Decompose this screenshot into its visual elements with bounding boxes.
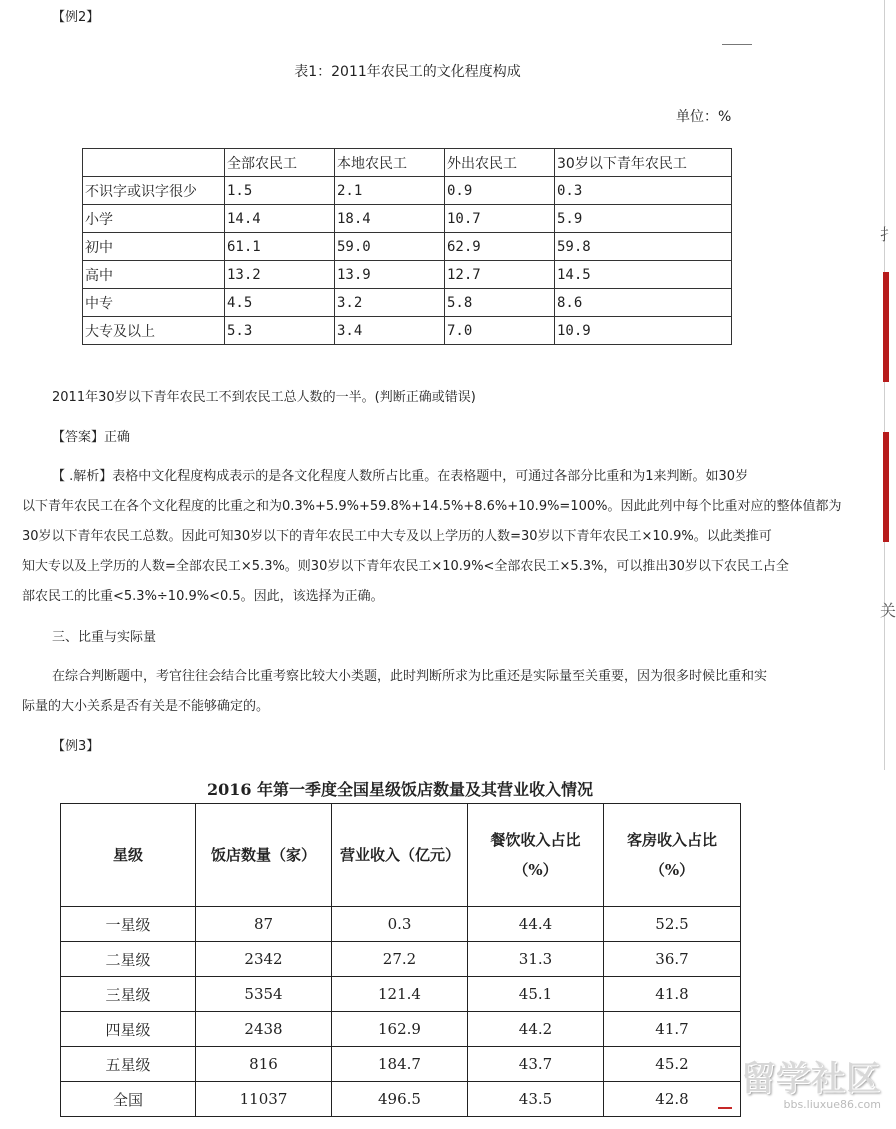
table2-cell: 11037 — [196, 1082, 332, 1117]
table2-cell: 5354 — [196, 977, 332, 1012]
table2-row-label: 全国 — [61, 1082, 196, 1117]
table-row — [61, 907, 741, 942]
table1-row-label: 初中 — [83, 233, 225, 261]
table2-header-cell: 星级 — [61, 804, 196, 907]
table1-cell: 0.3 — [555, 177, 732, 205]
table1-cell: 1.5 — [225, 177, 335, 205]
table1-cell: 3.4 — [335, 317, 445, 345]
table2-cell: 52.5 — [604, 907, 741, 942]
table1-cell: 4.5 — [225, 289, 335, 317]
table2-cell: 42.8 — [604, 1082, 741, 1117]
analysis-line: 部农民工的比重<5.3%÷10.9%<0.5。因此，该选择为正确。 — [22, 589, 384, 604]
decorative-dash — [722, 44, 752, 45]
table1-cell: 8.6 — [555, 289, 732, 317]
section3-heading: 三、比重与实际量 — [52, 630, 157, 645]
table1-cell: 12.7 — [445, 261, 555, 289]
watermark-logo: 留学社区 — [741, 1059, 881, 1099]
example3-label: 【例3】 — [52, 739, 100, 754]
table1-row-label: 大专及以上 — [83, 317, 225, 345]
table2-cell: 496.5 — [332, 1082, 468, 1117]
table-row — [83, 205, 732, 233]
table2-row-label: 一星级 — [61, 907, 196, 942]
table1-cell: 18.4 — [335, 205, 445, 233]
table1-header-row — [83, 149, 732, 177]
table1-header-cell: 全部农民工 — [225, 149, 335, 177]
table1-row-label: 高中 — [83, 261, 225, 289]
table2-header-cell: 营业收入（亿元） — [332, 804, 468, 907]
table2-row-label: 四星级 — [61, 1012, 196, 1047]
table2-cell: 27.2 — [332, 942, 468, 977]
table1-cell: 59.8 — [555, 233, 732, 261]
table1-cell: 13.2 — [225, 261, 335, 289]
section3-line: 际量的大小关系是否有关是不能够确定的。 — [22, 699, 270, 714]
table1-title: 表1：2011年农民工的文化程度构成 — [294, 64, 521, 80]
table2-cell: 43.5 — [468, 1082, 604, 1117]
table1-cell: 7.0 — [445, 317, 555, 345]
table2-cell: 43.7 — [468, 1047, 604, 1082]
example2-label: 【例2】 — [52, 10, 100, 25]
table1-cell: 3.2 — [335, 289, 445, 317]
section3-body — [22, 662, 852, 722]
edge-red-bar-2 — [883, 432, 889, 542]
table2-header-row — [61, 804, 741, 907]
table2-row-label: 五星级 — [61, 1047, 196, 1082]
table1-cell: 13.9 — [335, 261, 445, 289]
table1-cell: 10.7 — [445, 205, 555, 233]
table-row — [61, 1082, 741, 1117]
table2-header-cell: 餐饮收入占比（%） — [468, 804, 604, 907]
table1-row-label: 不识字或识字很少 — [83, 177, 225, 205]
table2-header-cell: 客房收入占比（%） — [604, 804, 741, 907]
table2-cell: 121.4 — [332, 977, 468, 1012]
table-row — [83, 261, 732, 289]
table1-header-cell: 本地农民工 — [335, 149, 445, 177]
table2-cell: 44.4 — [468, 907, 604, 942]
table2-cell: 87 — [196, 907, 332, 942]
table2-row-label: 二星级 — [61, 942, 196, 977]
table2-cell: 41.7 — [604, 1012, 741, 1047]
table2-cell: 45.2 — [604, 1047, 741, 1082]
analysis-line: 【 .解析】表格中文化程度构成表示的是各文化程度人数所占比重。在表格题中，可通过各部分比重和为1来判断。如30岁 — [52, 469, 749, 484]
edge-glyph-bottom: 关 — [880, 601, 896, 620]
table-row — [61, 1047, 741, 1082]
example2-answer: 【答案】正确 — [52, 430, 131, 445]
table1-cell: 61.1 — [225, 233, 335, 261]
table1-row-label: 小学 — [83, 205, 225, 233]
table1-header-cell — [83, 149, 225, 177]
watermark — [716, 1060, 881, 1112]
table2-cell: 184.7 — [332, 1047, 468, 1082]
table-row — [83, 317, 732, 345]
table2-cell: 2438 — [196, 1012, 332, 1047]
right-edge-divider — [884, 0, 885, 770]
table2-row-label: 三星级 — [61, 977, 196, 1012]
table1-cell: 5.3 — [225, 317, 335, 345]
table1-cell: 5.8 — [445, 289, 555, 317]
table1-cell: 14.4 — [225, 205, 335, 233]
table-row — [61, 977, 741, 1012]
table1-row-label: 中专 — [83, 289, 225, 317]
table2-cell: 816 — [196, 1047, 332, 1082]
table1-cell: 14.5 — [555, 261, 732, 289]
table-row — [83, 177, 732, 205]
section3-line: 在综合判断题中，考官往往会结合比重考察比较大小类题，此时判断所求为比重还是实际量至关重要，因为很多时候比重和实 — [52, 669, 768, 684]
table2-cell: 44.2 — [468, 1012, 604, 1047]
table1-cell: 10.9 — [555, 317, 732, 345]
table2-header-cell: 饭店数量（家） — [196, 804, 332, 907]
table2-title: 2016 年第一季度全国星级饭店数量及其营业收入情况 — [206, 780, 594, 799]
analysis-line: 知大专以及上学历的人数=全部农民工×5.3%。则30岁以下青年农民工×10.9%<全部农民工×5.3%，可以推出30岁以下农民工占全 — [22, 559, 789, 574]
table1-cell: 2.1 — [335, 177, 445, 205]
table2-cell: 2342 — [196, 942, 332, 977]
table-row — [83, 289, 732, 317]
table2-cell: 36.7 — [604, 942, 741, 977]
table1-header-cell: 外出农民工 — [445, 149, 555, 177]
example2-question: 2011年30岁以下青年农民工不到农民工总人数的一半。(判断正确或错误) — [52, 390, 476, 405]
watermark-url: bbs.liuxue86.com — [783, 1098, 881, 1111]
table1-unit: 单位：% — [676, 109, 732, 125]
table-row — [61, 1012, 741, 1047]
example2-analysis — [22, 462, 852, 612]
table1-cell: 0.9 — [445, 177, 555, 205]
table2-cell: 162.9 — [332, 1012, 468, 1047]
table2-cell: 0.3 — [332, 907, 468, 942]
table1-header-cell: 30岁以下青年农民工 — [555, 149, 732, 177]
table2 — [60, 803, 741, 1117]
edge-glyph-top: 扌 — [880, 225, 896, 244]
edge-red-bar-1 — [883, 272, 889, 382]
table1 — [82, 148, 732, 345]
table-row — [61, 942, 741, 977]
table1-cell: 62.9 — [445, 233, 555, 261]
table2-cell: 45.1 — [468, 977, 604, 1012]
table2-cell: 41.8 — [604, 977, 741, 1012]
table1-cell: 59.0 — [335, 233, 445, 261]
table-row — [83, 233, 732, 261]
analysis-line: 以下青年农民工在各个文化程度的比重之和为0.3%+5.9%+59.8%+14.5%+8.6%+10.9%=100%。因此此列中每个比重对应的整体值都为 — [22, 499, 842, 514]
table2-cell: 31.3 — [468, 942, 604, 977]
table1-cell: 5.9 — [555, 205, 732, 233]
analysis-line: 30岁以下青年农民工总数。因此可知30岁以下的青年农民工中大专及以上学历的人数=30岁以下青年农民工×10.9%。以此类推可 — [22, 529, 772, 544]
